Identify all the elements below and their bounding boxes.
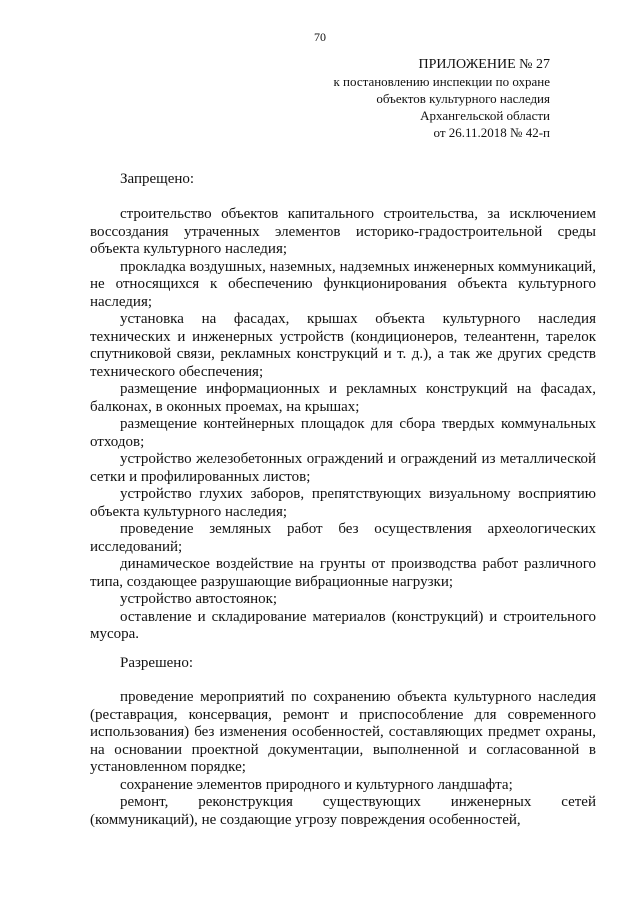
appendix-line-2: объектов культурного наследия: [376, 91, 550, 106]
forbidden-item: размещение контейнерных площадок для сбора твердых коммунальных отходов;: [90, 416, 596, 450]
appendix-line-4: от 26.11.2018 № 42-п: [433, 125, 550, 140]
forbidden-item: динамическое воздействие на грунты от производства работ различного типа, создающее разрушающие вибрационные нагрузки;: [90, 556, 596, 590]
allowed-item: ремонт, реконструкция существующих инженерных сетей (коммуникаций), не создающие угрозу повреждения особенностей,: [90, 794, 596, 828]
forbidden-item: устройство автостоянок;: [120, 591, 278, 607]
allowed-list: [90, 689, 596, 829]
forbidden-item: проведение земляных работ без осуществления археологических исследований;: [90, 521, 596, 555]
forbidden-item: установка на фасадах, крышах объекта культурного наследия технических и инженерных устройств (кондиционеров, телеантенн, тарелок спутниковой связи, рекламных конструкций и т. д.), а так же других средств технического обеспечения;: [90, 311, 596, 380]
forbidden-item: размещение информационных и рекламных конструкций на фасадах, балконах, в оконных проемах, на крышах;: [90, 381, 596, 415]
forbidden-item: строительство объектов капитального строительства, за исключением воссоздания утраченных элементов историко-градостроительной среды объекта культурного наследия;: [90, 206, 596, 257]
allowed-heading: Разрешено:: [120, 655, 193, 671]
appendix-line-3: Архангельской области: [420, 108, 550, 123]
allowed-item: проведение мероприятий по сохранению объекта культурного наследия (реставрация, консервация, ремонт и приспособление для современного использования) без изменения особенностей, составляющих предмет охраны, на основании проектной документации, выполненной и согласованной в установленном порядке;: [90, 689, 596, 775]
forbidden-item: прокладка воздушных, наземных, надземных инженерных коммуникаций, не относящихся к обеспечению функционирования объекта культурного наследия;: [90, 258, 596, 310]
forbidden-item: устройство глухих заборов, препятствующих визуальному восприятию объекта культурного наследия;: [90, 486, 596, 520]
forbidden-heading: Запрещено:: [120, 171, 195, 187]
appendix-line-1: к постановлению инспекции по охране: [333, 74, 550, 89]
appendix-header: [250, 56, 550, 141]
appendix-title: ПРИЛОЖЕНИЕ № 27: [418, 57, 550, 72]
forbidden-item: устройство железобетонных ограждений и ограждений из металлической сетки и профилированных листов;: [90, 451, 596, 485]
allowed-item: сохранение элементов природного и культурного ландшафта;: [120, 776, 513, 793]
forbidden-item: оставление и складирование материалов (конструкций) и строительного мусора.: [90, 608, 596, 642]
forbidden-list: [90, 206, 596, 644]
page-number: 70: [314, 30, 326, 44]
